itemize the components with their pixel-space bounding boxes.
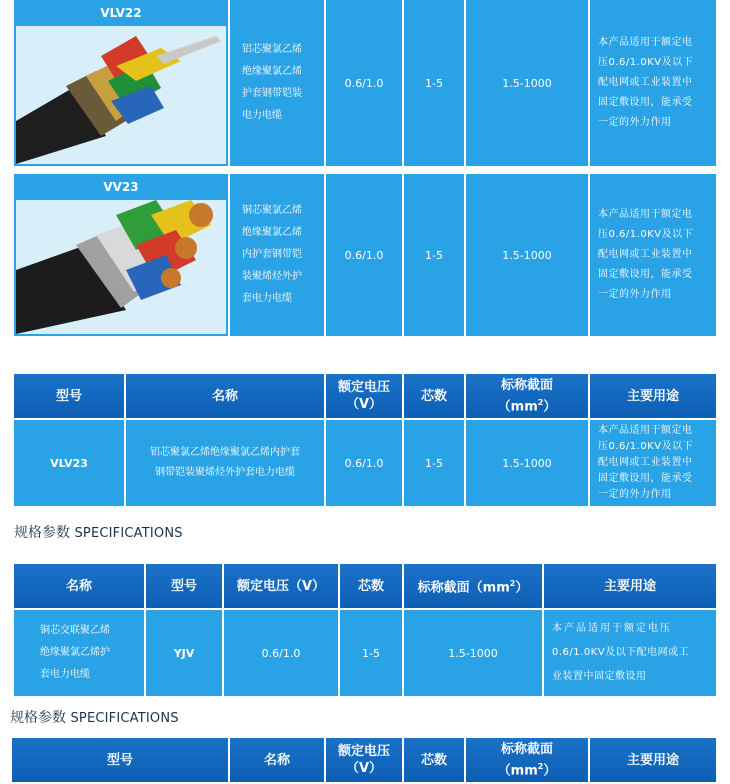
section-title-cn: 规格参数 bbox=[14, 525, 70, 541]
section-title-1 bbox=[14, 522, 183, 542]
use-line: 固定敷设用，能承受 bbox=[598, 473, 693, 484]
use-line: 一定的外力作用 bbox=[598, 289, 672, 300]
use-line: 本产品适用于额定电 bbox=[598, 209, 693, 220]
use-line: 配电网或工业装置中 bbox=[598, 457, 693, 468]
use-line: 配电网或工业装置中 bbox=[598, 77, 693, 88]
table2-header-section bbox=[404, 564, 542, 608]
table2-header-use: 主要用途 bbox=[544, 564, 716, 608]
name-cell-vlv22 bbox=[230, 0, 324, 166]
table3-header-voltage bbox=[326, 738, 402, 782]
use-line: 固定敷设用，能承受 bbox=[598, 269, 693, 280]
header-line: （mm bbox=[497, 399, 538, 415]
model-label-vlv22: VLV22 bbox=[100, 6, 142, 20]
use-line: 一定的外力作用 bbox=[598, 117, 672, 128]
voltage-cell-vv23: 0.6/1.0 bbox=[326, 174, 402, 336]
table3-header-model: 型号 bbox=[12, 738, 228, 782]
table2-cores-cell: 1-5 bbox=[340, 610, 402, 696]
use-line: 本产品适用于额定电 bbox=[598, 425, 693, 436]
superscript: 2 bbox=[537, 761, 544, 771]
superscript: 2 bbox=[509, 579, 516, 589]
name-line: 绝缘聚氯乙烯 bbox=[242, 227, 302, 238]
header-line: 额定电压 bbox=[337, 744, 390, 759]
name-line: 套电力电缆 bbox=[40, 669, 90, 680]
name-line: 套电力电缆 bbox=[242, 293, 292, 304]
table1-model-cell: VLV23 bbox=[14, 420, 124, 506]
use-line: 业装置中固定敷设用 bbox=[552, 671, 647, 682]
use-cell-vv23 bbox=[590, 174, 716, 336]
header-line: ） bbox=[543, 763, 557, 779]
table1-header-model: 型号 bbox=[14, 374, 124, 418]
table1-header-name: 名称 bbox=[126, 374, 324, 418]
name-line: 内护套钢带铠 bbox=[242, 249, 302, 260]
section-title-2 bbox=[10, 707, 179, 727]
name-line: 铜芯交联聚乙烯 bbox=[40, 625, 110, 636]
table3-header-cores: 芯数 bbox=[404, 738, 464, 782]
header-line: （V） bbox=[345, 761, 383, 776]
name-line: 电力电缆 bbox=[242, 110, 282, 121]
table1-header-section bbox=[466, 374, 588, 418]
use-line: 配电网或工业装置中 bbox=[598, 249, 693, 260]
product-image-cell-vlv22 bbox=[14, 0, 228, 166]
table1-header-voltage bbox=[326, 374, 402, 418]
name-line: 绝缘聚氯乙烯护 bbox=[40, 647, 110, 658]
table2-section-cell: 1.5-1000 bbox=[404, 610, 542, 696]
table1-section-cell: 1.5-1000 bbox=[466, 420, 588, 506]
use-line: 压0.6/1.0KV及以下 bbox=[598, 229, 694, 240]
table2-header-model: 型号 bbox=[146, 564, 222, 608]
table3-header-section bbox=[466, 738, 588, 782]
table3-header-use: 主要用途 bbox=[590, 738, 716, 782]
model-label-vv23: VV23 bbox=[103, 180, 139, 194]
name-line: 铝芯聚氯乙烯绝缘聚氯乙烯内护套 bbox=[150, 447, 300, 458]
cable-image-vv23 bbox=[16, 200, 226, 334]
use-line: 0.6/1.0KV及以下配电网或工 bbox=[552, 647, 690, 658]
voltage-cell-vlv22: 0.6/1.0 bbox=[326, 0, 402, 166]
table1-header-cores: 芯数 bbox=[404, 374, 464, 418]
table2-header-cores: 芯数 bbox=[340, 564, 402, 608]
table2-name-cell bbox=[14, 610, 144, 696]
cores-cell-vv23: 1-5 bbox=[404, 174, 464, 336]
header-line: （mm bbox=[497, 763, 538, 779]
section-title-cn: 规格参数 bbox=[10, 710, 66, 726]
table2-voltage-cell: 0.6/1.0 bbox=[224, 610, 338, 696]
section-cell-vlv22: 1.5-1000 bbox=[466, 0, 588, 166]
use-line: 本产品适用于额定电 bbox=[598, 37, 693, 48]
section-title-en: SPECIFICATIONS bbox=[74, 526, 183, 541]
table2-header-name: 名称 bbox=[14, 564, 144, 608]
product-image-cell-vv23 bbox=[14, 174, 228, 336]
cores-cell-vlv22: 1-5 bbox=[404, 0, 464, 166]
name-line: 钢带铠装聚烯烃外护套电力电缆 bbox=[155, 467, 295, 478]
header-line: 标称截面 bbox=[500, 377, 553, 393]
section-cell-vv23: 1.5-1000 bbox=[466, 174, 588, 336]
section-title-en: SPECIFICATIONS bbox=[70, 711, 179, 726]
use-line: 固定敷设用，能承受 bbox=[598, 97, 693, 108]
table3-header-name: 名称 bbox=[230, 738, 324, 782]
use-cell-vlv22 bbox=[590, 0, 716, 166]
header-line: 标称截面（mm bbox=[417, 580, 510, 596]
name-cell-vv23 bbox=[230, 174, 324, 336]
name-line: 护套钢带铠装 bbox=[242, 88, 302, 99]
table2-header-voltage: 额定电压（V） bbox=[224, 564, 338, 608]
superscript: 2 bbox=[537, 397, 544, 407]
table1-cores-cell: 1-5 bbox=[404, 420, 464, 506]
table1-voltage-cell: 0.6/1.0 bbox=[326, 420, 402, 506]
header-line: ） bbox=[543, 399, 557, 415]
name-line: 铜芯聚氯乙烯 bbox=[242, 205, 302, 216]
header-line: 标称截面 bbox=[500, 741, 553, 757]
use-line: 一定的外力作用 bbox=[598, 489, 672, 500]
table1-name-cell bbox=[126, 420, 324, 506]
use-line: 本产品适用于额定电压 bbox=[552, 623, 672, 634]
name-line: 装聚烯烃外护 bbox=[242, 271, 302, 282]
name-line: 铝芯聚氯乙烯 bbox=[242, 44, 302, 55]
table1-header-use: 主要用途 bbox=[590, 374, 716, 418]
cable-illustration-vlv22 bbox=[16, 26, 226, 164]
table2-model-cell: YJV bbox=[146, 610, 222, 696]
cable-image-vlv22 bbox=[16, 26, 226, 164]
header-line: ） bbox=[515, 580, 529, 596]
use-line: 压0.6/1.0KV及以下 bbox=[598, 57, 694, 68]
table2-use-cell bbox=[544, 610, 716, 696]
name-line: 绝缘聚氯乙烯 bbox=[242, 66, 302, 77]
header-line: （V） bbox=[345, 397, 383, 412]
header-line: 额定电压 bbox=[337, 380, 390, 395]
cable-illustration-vv23 bbox=[16, 200, 226, 334]
use-line: 压0.6/1.0KV及以下 bbox=[598, 441, 694, 452]
table1-use-cell bbox=[590, 420, 716, 506]
